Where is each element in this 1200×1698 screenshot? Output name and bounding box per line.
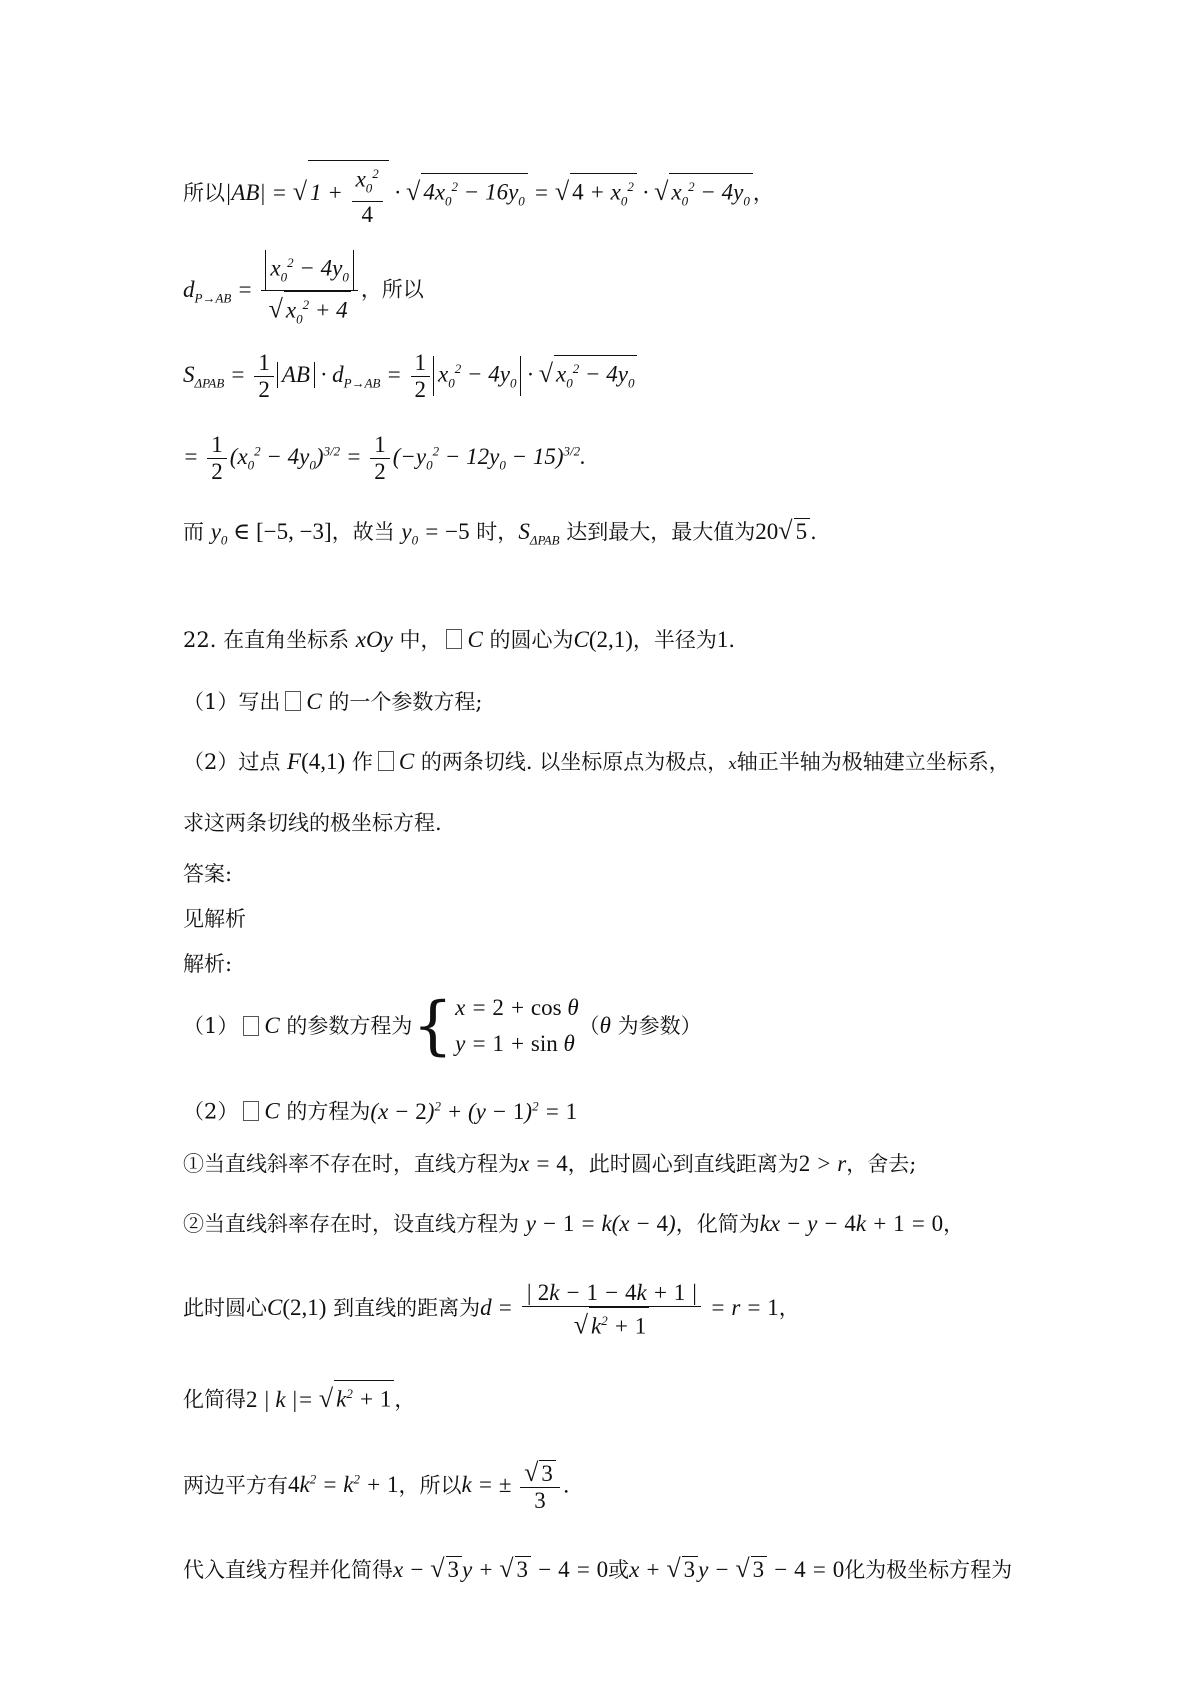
formula-ab: |AB| = √ 1 + $\frac{x_0^2}{4}$ · √ $4x_0^2 - 16y_0$ = √ $4 + x_0^2$ · √ $x_0^2 - 4y_0$ bbox=[225, 180, 753, 205]
max-line bbox=[183, 517, 817, 555]
text: 化简得 bbox=[183, 1387, 246, 1412]
text: 22. 在直角坐标系 bbox=[183, 628, 356, 652]
formula-max: 20√ 5 bbox=[755, 519, 810, 544]
text: ， bbox=[752, 180, 774, 205]
question-22-part2-cont bbox=[183, 809, 442, 837]
formula-tangent-2: x + √ 3 y − √ 3 − 4 = 0 bbox=[629, 1554, 845, 1583]
solution-2 bbox=[183, 1092, 577, 1126]
formula-k: k = ± $\frac{√ 3}{3}$ bbox=[461, 1472, 562, 1497]
formula-area-2: = $\frac{1}{2}$ $(x_0^2 - 4y_0)^{3/2}$ = $\frac{1}{2}$ $(-y_0^2 - 12y_0 - 15)^{3/2}$. bbox=[183, 432, 586, 484]
text: ②当直线斜率存在时，设直线方程为 bbox=[183, 1212, 526, 1236]
text: （2） bbox=[183, 1099, 239, 1124]
formula-d: d = $\frac{| 2k - 1 - 4k + 1 |}{√ k^2 + 1}$ = r = 1 bbox=[480, 1280, 779, 1340]
solution-1 bbox=[183, 990, 702, 1062]
text: . bbox=[810, 520, 817, 544]
text: 时， bbox=[469, 520, 519, 544]
text: 的方程为 bbox=[279, 1099, 371, 1124]
formula-radius: 1 bbox=[716, 627, 729, 652]
formula-square: $4k^2 = k^2 + 1$ bbox=[288, 1471, 399, 1498]
text: 而 bbox=[183, 520, 211, 544]
answer-text bbox=[183, 905, 246, 933]
case-2 bbox=[183, 1210, 964, 1238]
question-22-part1 bbox=[183, 688, 482, 716]
text: 的参数方程为 bbox=[279, 1014, 413, 1038]
circle-symbol-icon bbox=[243, 1016, 259, 1036]
formula-distance: $d_{P\to AB}$ = $\frac{x_0^2 - 4y_0}{√ x_0^2 + 4}$ bbox=[183, 277, 361, 302]
formula-theta: θ bbox=[599, 1013, 611, 1038]
formula-c: C bbox=[467, 627, 483, 652]
text: ①当直线斜率不存在时，直线方程为 bbox=[183, 1152, 519, 1176]
text: 代入直线方程并化简得 bbox=[183, 1558, 393, 1582]
formula-system: x = 2 + cos θ y = 1 + sin θ bbox=[455, 995, 579, 1056]
formula-line: y − 1 = k(x − 4) bbox=[525, 1211, 676, 1236]
question-22 bbox=[183, 626, 735, 654]
text: 化为极坐标方程为 bbox=[844, 1558, 1013, 1582]
formula-simplify: 2 | k |= √ $k^2 + 1$ bbox=[246, 1387, 394, 1412]
distance-condition bbox=[183, 1280, 800, 1340]
formula-x4: x = 4 bbox=[519, 1151, 568, 1176]
circle-symbol-icon bbox=[285, 691, 301, 711]
text: ，所以 bbox=[360, 277, 424, 302]
text: （1）写出 bbox=[183, 690, 281, 714]
text: ，半径为 bbox=[632, 628, 717, 652]
text: ，此时圆心到直线距离为 bbox=[567, 1152, 799, 1176]
text: 达到最大，最大值为 bbox=[559, 520, 756, 544]
text: 中， bbox=[392, 628, 442, 652]
formula-center-c: C(2,1) bbox=[267, 1295, 327, 1321]
text: ， bbox=[778, 1296, 800, 1321]
circle-symbol-icon bbox=[243, 1101, 259, 1121]
text: 求这两条切线的极坐标方程. bbox=[183, 811, 442, 835]
formula-range: $y_0$ ∈ [−5, −3] bbox=[210, 519, 332, 548]
distance-line bbox=[183, 250, 424, 333]
analysis-label bbox=[183, 950, 232, 978]
area-line bbox=[183, 350, 637, 403]
formula-c: C bbox=[306, 689, 322, 714]
formula-f: F(4,1) bbox=[287, 749, 346, 774]
formula-center: C(2,1) bbox=[573, 627, 633, 652]
case-1 bbox=[183, 1150, 916, 1178]
text: 轴正半轴为极轴建立坐标系， bbox=[736, 750, 1010, 774]
text: 答案: bbox=[183, 862, 233, 886]
text: 所以 bbox=[183, 180, 225, 205]
final-line bbox=[183, 1555, 1012, 1584]
text: ， bbox=[394, 1387, 416, 1412]
text: 到直线的距离为 bbox=[326, 1296, 481, 1321]
text: . bbox=[728, 628, 736, 652]
text: 此时圆心 bbox=[183, 1296, 267, 1321]
brace-icon: { bbox=[412, 989, 454, 1063]
formula-tangent-1: x − √ 3 y + √ 3 − 4 = 0 bbox=[393, 1554, 609, 1583]
circle-symbol-icon bbox=[446, 629, 462, 649]
formula-c: C bbox=[264, 1013, 280, 1038]
text: ，所以 bbox=[398, 1473, 462, 1498]
text: （ bbox=[578, 1014, 600, 1038]
text: ，故当 bbox=[331, 520, 402, 544]
formula-2r: 2 > r bbox=[798, 1151, 847, 1176]
text: 为参数） bbox=[610, 1014, 702, 1038]
text: ， bbox=[943, 1212, 965, 1236]
circle-symbol-icon bbox=[378, 751, 394, 771]
formula-circle-eq: $(x - 2)^2 + (y - 1)^2 = 1$ bbox=[370, 1098, 578, 1124]
text: 的圆心为 bbox=[482, 628, 574, 652]
text: ，化简为 bbox=[675, 1212, 760, 1236]
formula-xoy: xOy bbox=[355, 627, 393, 652]
square bbox=[183, 1460, 570, 1514]
formula-area: $S_{\Delta PAB}$ = $\frac{1}{2}$ AB · $d_{P\to AB}$ = $\frac{1}{2}$ $x_0^2 - 4y_0$ · √ $x_0^2 - 4y_0$ bbox=[183, 362, 637, 387]
ab-length-line bbox=[183, 160, 774, 228]
area-line-2 bbox=[183, 432, 586, 485]
formula-line-simplified: kx − y − 4k + 1 = 0 bbox=[759, 1211, 944, 1236]
text: . bbox=[562, 1473, 570, 1498]
text: 的一个参数方程; bbox=[321, 690, 483, 714]
simplify bbox=[183, 1380, 415, 1414]
text: 两边平方有 bbox=[183, 1473, 288, 1498]
text: （2）过点 bbox=[183, 750, 288, 774]
text: 见解析 bbox=[183, 907, 246, 931]
text: 解析: bbox=[183, 952, 233, 976]
answer-label bbox=[183, 860, 232, 888]
formula-x-axis: x bbox=[728, 755, 737, 773]
text: ，舍去; bbox=[846, 1152, 917, 1176]
formula-s: $S_{\Delta PAB}$ bbox=[518, 519, 560, 548]
formula-c: C bbox=[264, 1098, 280, 1124]
text: （1） bbox=[183, 1014, 239, 1038]
text: 作 bbox=[345, 750, 373, 774]
formula-c: C bbox=[398, 749, 415, 774]
formula-y0: $y_0 = -5$ bbox=[401, 519, 470, 548]
question-22-part2 bbox=[183, 748, 1010, 778]
text: 的两条切线. 以坐标原点为极点， bbox=[414, 750, 729, 774]
text: 或 bbox=[608, 1558, 630, 1582]
